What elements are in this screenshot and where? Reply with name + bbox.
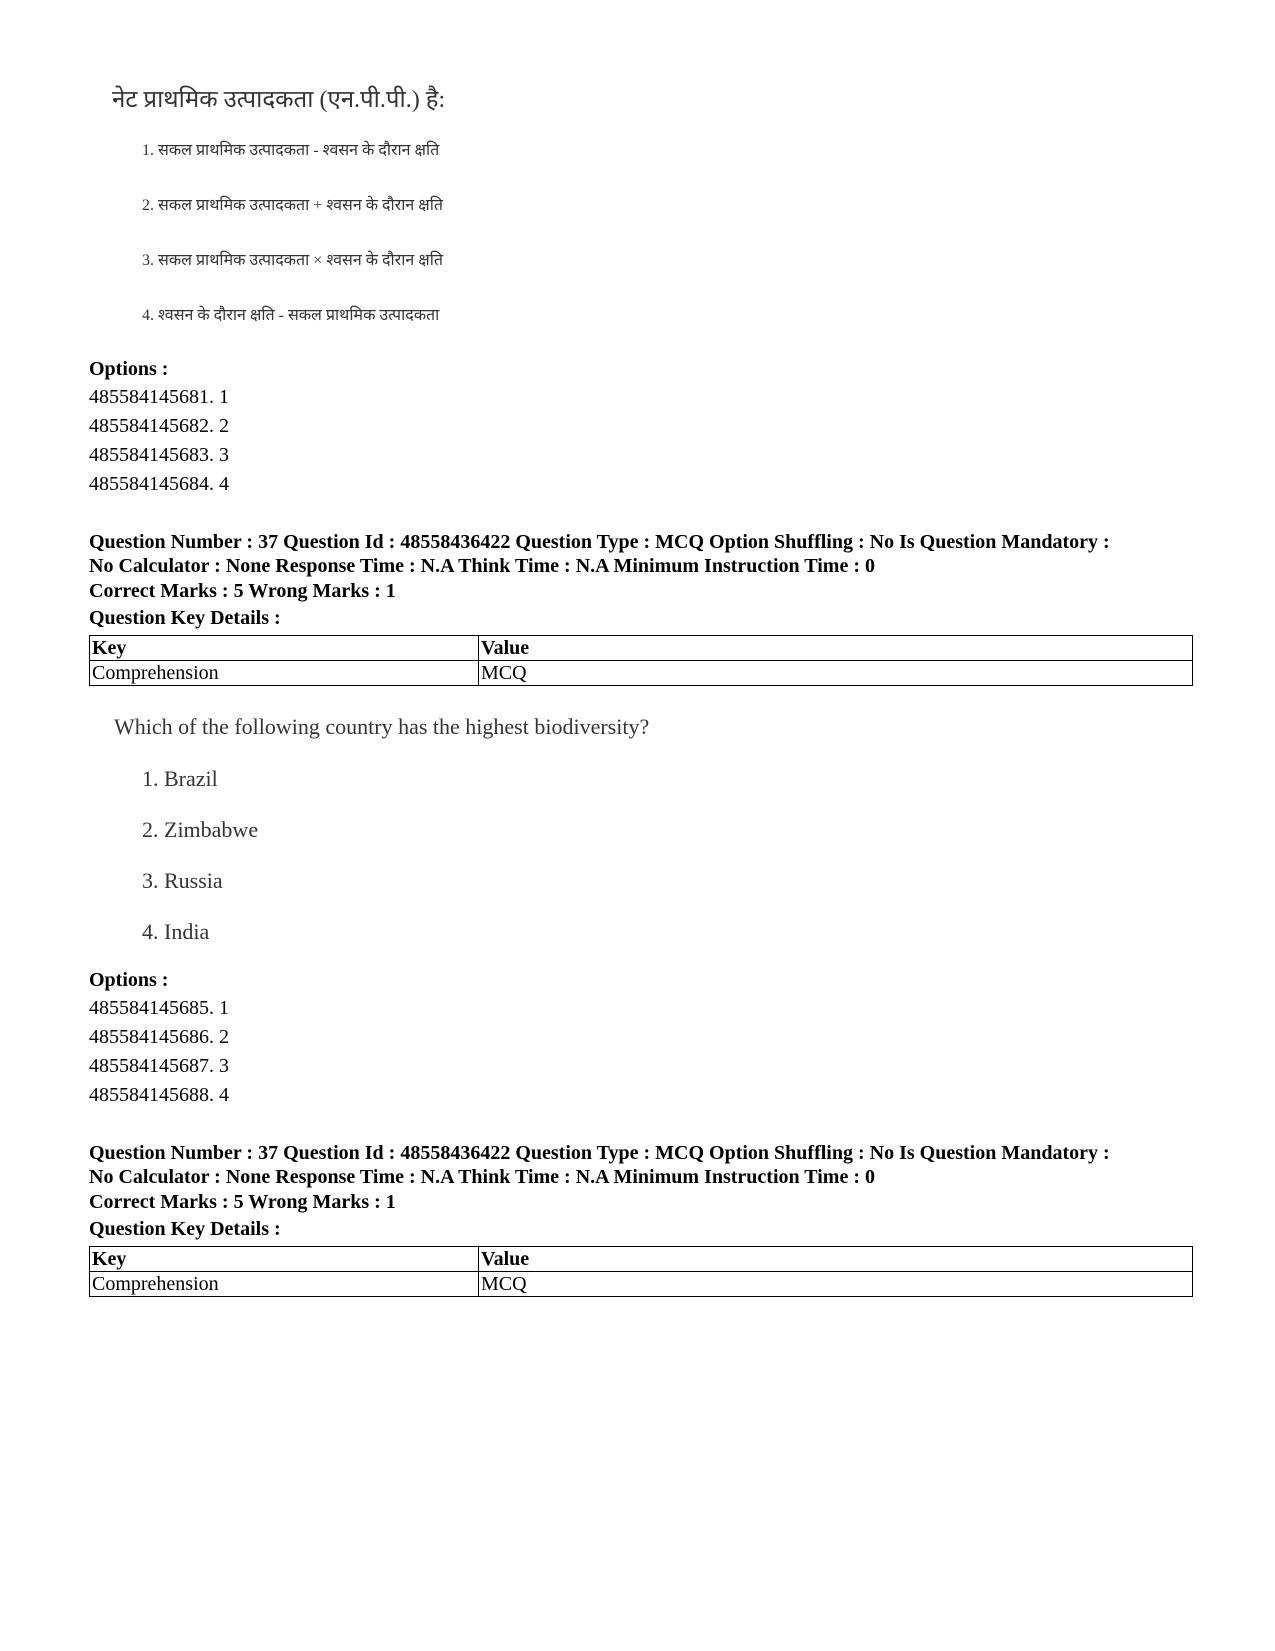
question-stem: Which of the following country has the highest biodiversity? xyxy=(114,714,650,739)
key-details-table xyxy=(89,1246,1193,1297)
question-image-option: 2. सकल प्राथमिक उत्पादकता + श्वसन के दौरान क्षति xyxy=(142,197,443,214)
key-details-label: Question Key Details : xyxy=(89,607,281,629)
table-header-row xyxy=(90,636,1193,661)
question-image-option: 3. सकल प्राथमिक उत्पादकता × श्वसन के दौरान क्षति xyxy=(142,252,443,269)
question-image-hindi xyxy=(112,82,712,115)
metadata-line: No Calculator : None Response Time : N.A Think Time : N.A Minimum Instruction Time : 0 xyxy=(89,555,875,577)
key-details-table xyxy=(89,635,1193,686)
cell-key: Comprehension xyxy=(90,1272,479,1297)
options-label: Options : xyxy=(89,969,169,991)
table-header-row xyxy=(90,1247,1193,1272)
question-metadata xyxy=(89,530,1209,578)
option-id: 485584145686. 2 xyxy=(89,1026,229,1048)
question-image-option: 4. India xyxy=(142,919,210,944)
question-image-option: 4. श्वसन के दौरान क्षति - सकल प्राथमिक उत्पादकता xyxy=(142,307,440,324)
metadata-line: Question Number : 37 Question Id : 48558436422 Question Type : MCQ Option Shuffling : No Is Question Mandatory : xyxy=(89,531,1110,553)
table-row xyxy=(90,661,1193,686)
metadata-line: No Calculator : None Response Time : N.A Think Time : N.A Minimum Instruction Time : 0 xyxy=(89,1166,875,1188)
option-id: 485584145688. 4 xyxy=(89,1084,229,1106)
cell-value: MCQ xyxy=(479,1272,1193,1297)
question-stem: नेट प्राथमिक उत्पादकता (एन.पी.पी.) है: xyxy=(112,87,446,113)
header-value: Value xyxy=(479,636,1193,661)
option-id: 485584145682. 2 xyxy=(89,415,229,437)
header-key: Key xyxy=(90,1247,479,1272)
table-row xyxy=(90,1272,1193,1297)
question-image-option: 1. सकल प्राथमिक उत्पादकता - श्वसन के दौरान क्षति xyxy=(142,142,440,159)
options-label: Options : xyxy=(89,358,169,380)
option-id: 485584145687. 3 xyxy=(89,1055,229,1077)
question-image-english xyxy=(114,714,714,740)
marks-line: Correct Marks : 5 Wrong Marks : 1 xyxy=(89,1191,396,1213)
question-image-option: 1. Brazil xyxy=(142,766,218,791)
question-metadata xyxy=(89,1141,1209,1189)
key-details-label: Question Key Details : xyxy=(89,1218,281,1240)
option-id: 485584145681. 1 xyxy=(89,386,229,408)
options-list xyxy=(89,383,229,499)
options-list xyxy=(89,994,229,1110)
option-id: 485584145684. 4 xyxy=(89,473,229,495)
option-id: 485584145683. 3 xyxy=(89,444,229,466)
header-value: Value xyxy=(479,1247,1193,1272)
question-image-option: 2. Zimbabwe xyxy=(142,817,259,842)
question-image-option: 3. Russia xyxy=(142,868,223,893)
header-key: Key xyxy=(90,636,479,661)
option-id: 485584145685. 1 xyxy=(89,997,229,1019)
cell-key: Comprehension xyxy=(90,661,479,686)
metadata-line: Question Number : 37 Question Id : 48558436422 Question Type : MCQ Option Shuffling : No Is Question Mandatory : xyxy=(89,1142,1110,1164)
cell-value: MCQ xyxy=(479,661,1193,686)
marks-line: Correct Marks : 5 Wrong Marks : 1 xyxy=(89,580,396,602)
